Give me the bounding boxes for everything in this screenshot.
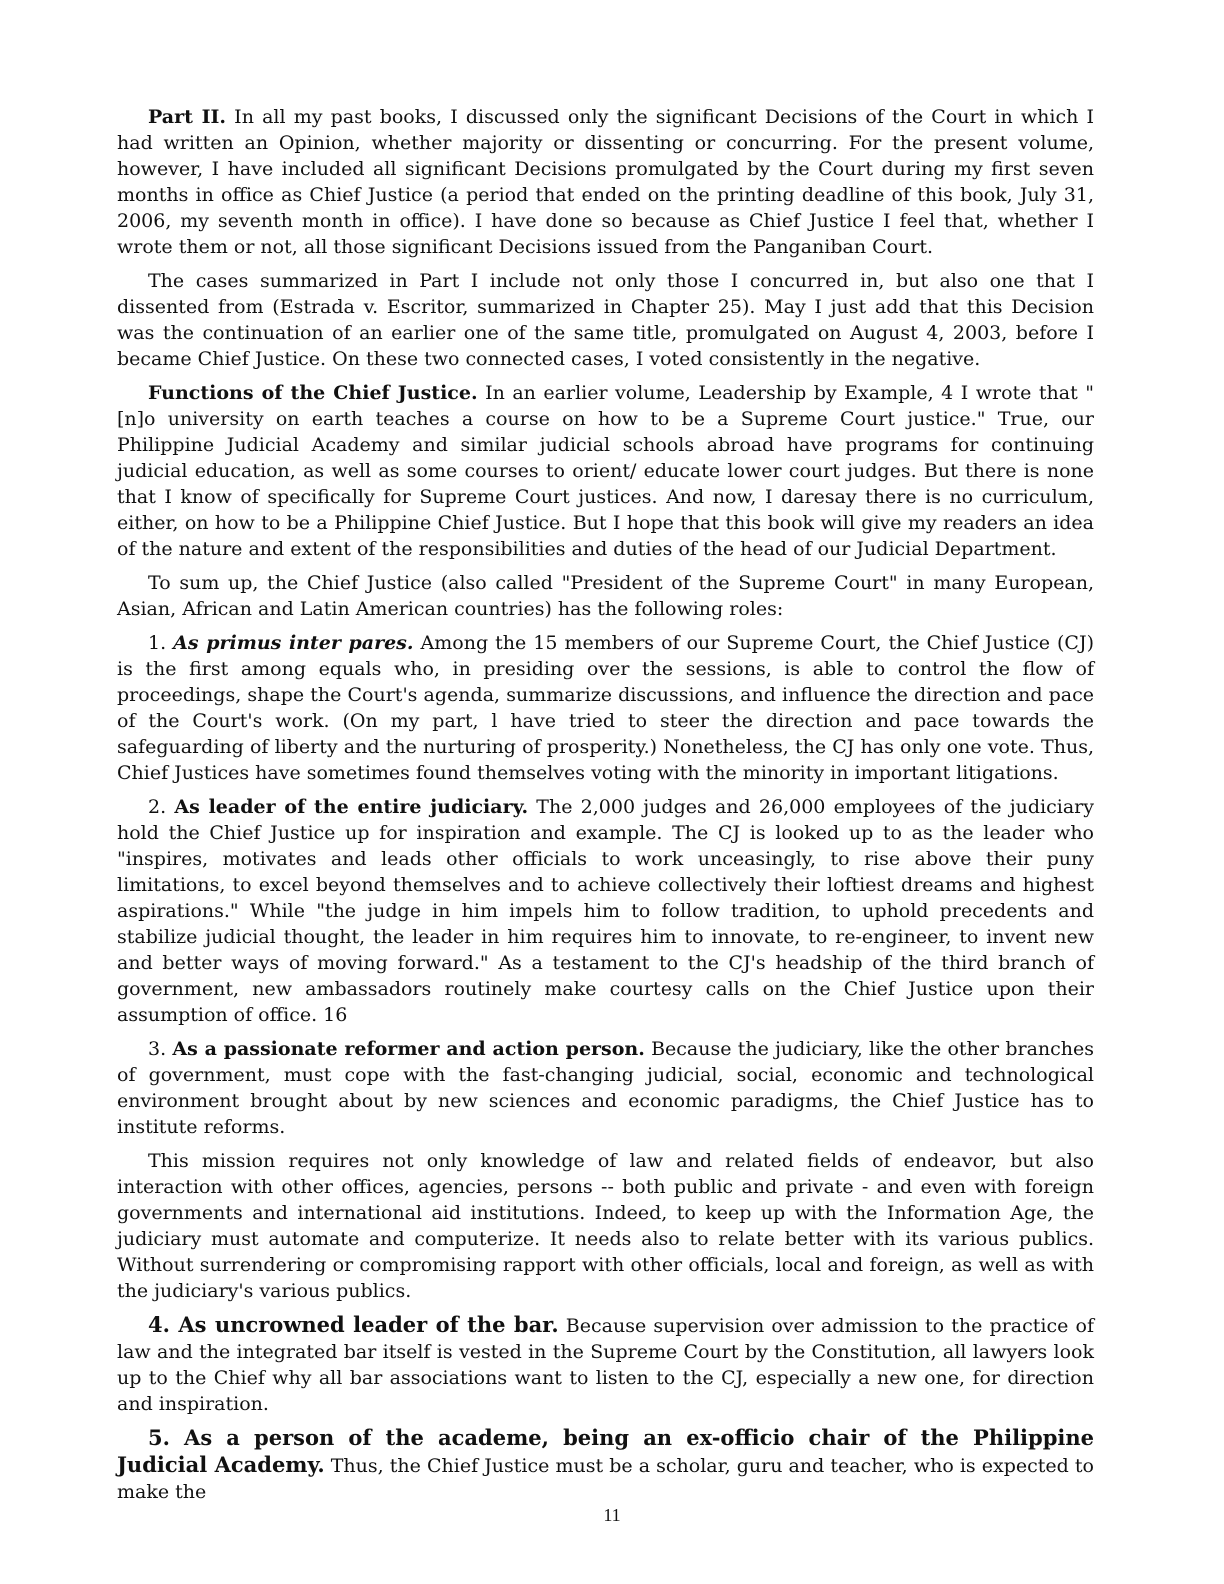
- paragraph-text: Thus, the Chief Justice must be a scholar, guru and teacher, who is expected to make the: [117, 1455, 1094, 1503]
- role-item-1: [117, 630, 1094, 786]
- paragraph-sum-up: [117, 570, 1094, 622]
- paragraph-functions: [117, 380, 1094, 562]
- paragraph-text: The cases summarized in Part I include not only those I concurred in, but also one that I dissented from (Estrada v. Escritor, summarized in Chapter 25). May I just add that this Decision was the continuation of an earlier one of the same title, promulgated on August 4, 2003, before I became Chief Justice. On these two connected cases, I voted consistently in the negative.: [117, 270, 1094, 370]
- role-item-3: [117, 1036, 1094, 1140]
- paragraph-text: To sum up, the Chief Justice (also called "President of the Supreme Court" in many European, Asian, African and Latin American countries) has the following roles:: [117, 572, 1094, 620]
- paragraph-lead: 5. As a person of the academe, being an ex-officio chair of the Philippine Judicial Academy.: [117, 1425, 1094, 1477]
- paragraph-text: In an earlier volume, Leadership by Example, 4 I wrote that "[n]o university on earth teaches a course on how to be a Supreme Court justice." True, our Philippine Judicial Academy and similar judicial schools abroad have programs for continuing judicial education, as well as some courses to orient/ educate lower court judges. But there is none that I know of specifically for Supreme Court justices. And now, I daresay there is no curriculum, either, on how to be a Philippine Chief Justice. But I hope that this book will give my readers an idea of the nature and extent of the responsibilities and duties of the head of our Judicial Department.: [117, 382, 1094, 560]
- paragraph-lead: Functions of the Chief Justice.: [148, 382, 478, 404]
- paragraph-lead: 4. As uncrowned leader of the bar.: [148, 1312, 559, 1337]
- paragraph-text: Among the 15 members of our Supreme Court, the Chief Justice (CJ) is the first among equals who, in presiding over the sessions, is able to control the flow of proceedings, shape the Court's agenda, summarize discussions, and influence the direction and pace of the Court's work. (On my part, l have tried to steer the direction and pace towards the safeguarding of liberty and the nurturing of prosperity.) Nonetheless, the CJ has only one vote. Thus, Chief Justices have sometimes found themselves voting with the minority in important litigations.: [117, 632, 1094, 784]
- paragraph-text: In all my past books, I discussed only the significant Decisions of the Court in which I had written an Opinion, whether majority or dissenting or concurring. For the present volume, however, I have included all significant Decisions promulgated by the Court during my first seven months in office as Chief Justice (a period that ended on the printing deadline of this book, July 31, 2006, my seventh month in office). I have done so because as Chief Justice I feel that, whether I wrote them or not, all those significant Decisions issued from the Panganiban Court.: [117, 106, 1094, 258]
- paragraph-part-ii: [117, 104, 1094, 260]
- paragraph-text: The 2,000 judges and 26,000 employees of the judiciary hold the Chief Justice up for inspiration and example. The CJ is looked up to as the leader who "inspires, motivates and leads other officials to work unceasingly, to rise above their puny limitations, to excel beyond themselves and to achieve collectively their loftiest dreams and highest aspirations." While "the judge in him impels him to follow tradition, to uphold precedents and stabilize judicial thought, the leader in him requires him to innovate, to re-engineer, to invent new and better ways of moving forward." As a testament to the CJ's headship of the third branch of government, new ambassadors routinely make courtesy calls on the Chief Justice upon their assumption of office. 16: [117, 796, 1094, 1026]
- role-item-2: [117, 794, 1094, 1028]
- paragraph-lead: As leader of the entire judiciary.: [174, 796, 529, 818]
- role-item-4: [117, 1312, 1094, 1417]
- document-page: [117, 104, 1094, 1513]
- role-number: 2.: [148, 796, 175, 818]
- page-number: 11: [603, 1505, 621, 1525]
- paragraph-text: Because supervision over admission to the practice of law and the integrated bar itself is vested in the Supreme Court by the Constitution, all lawyers look up to the Chief why all bar associations want to listen to the CJ, especially a new one, for direction and inspiration.: [117, 1315, 1094, 1415]
- role-item-5: [117, 1425, 1094, 1505]
- paragraph-text: This mission requires not only knowledge of law and related fields of endeavor, but also interaction with other offices, agencies, persons -- both public and private - and even with foreign governments and international aid institutions. Indeed, to keep up with the Information Age, the judiciary must automate and computerize. It needs also to relate better with its various publics. Without surrendering or compromising rapport with other officials, local and foreign, as well as with the judiciary's various publics.: [117, 1150, 1094, 1302]
- paragraph-lead: As primus inter pares.: [173, 632, 414, 654]
- role-number: 3.: [148, 1038, 173, 1060]
- paragraph-lead: As a passionate reformer and action person.: [172, 1038, 645, 1060]
- role-number: 1.: [148, 632, 174, 654]
- paragraph-cases-summarized: [117, 268, 1094, 372]
- paragraph-text: Because the judiciary, like the other branches of government, must cope with the fast-changing judicial, social, economic and technological environment brought about by new sciences and economic paradigms, the Chief Justice has to institute reforms.: [117, 1038, 1095, 1138]
- paragraph-lead: Part II.: [148, 106, 227, 128]
- paragraph-mission: [117, 1148, 1094, 1304]
